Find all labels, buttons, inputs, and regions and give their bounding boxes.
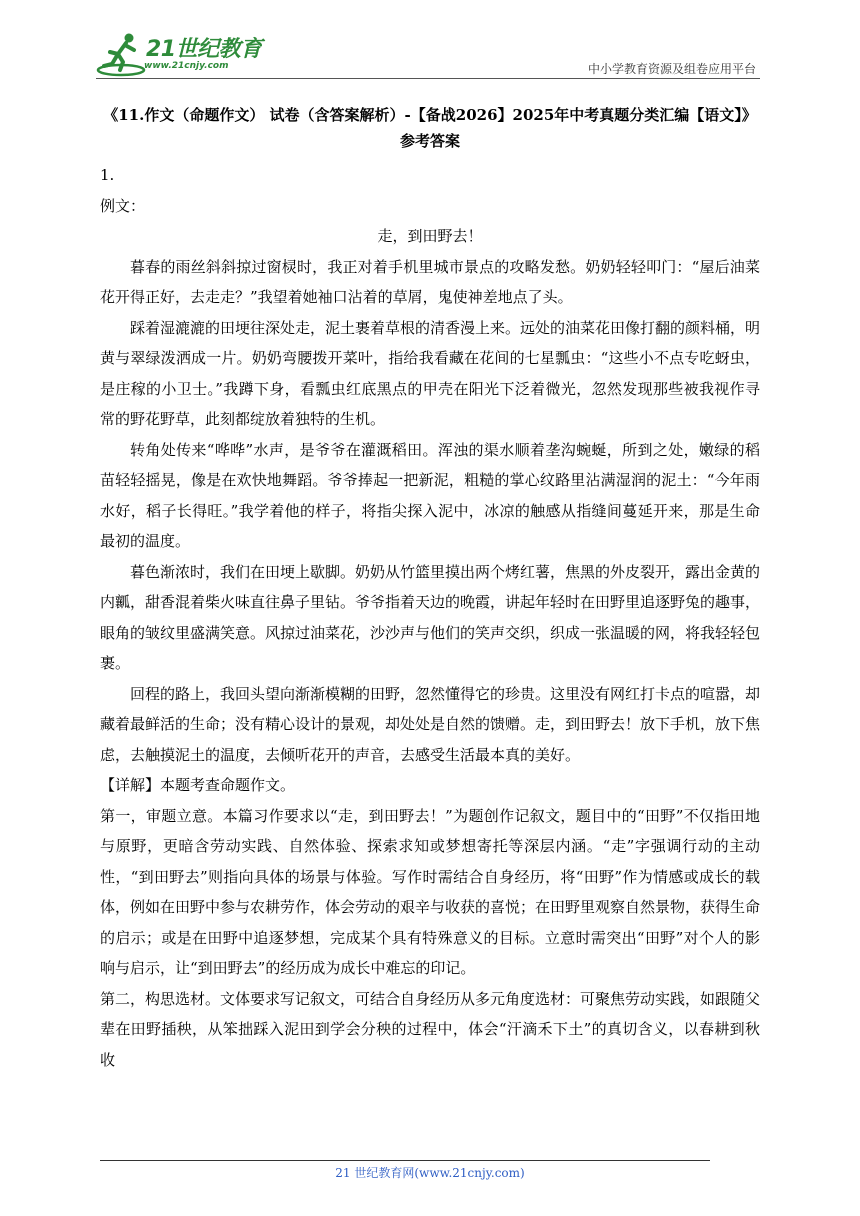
analysis-paragraph: 第二，构思选材。文体要求写记叙文，可结合自身经历从多元角度选材：可聚焦劳动实践，如跟随父辈在田野插秧，从笨拙踩入泥田到学会分秧的过程中，体会“汗滴禾下土”的真切含义，以春耕到秋收 [100,989,761,1069]
logo-url: www.21cnjy.com [144,61,229,71]
item-number: 1. [100,166,115,184]
essay-title: 走，到田野去！ [377,227,483,245]
essay-paragraph: 踩着湿漉漉的田埂往深处走，泥土裹着草根的清香漫上来。远处的油菜花田像打翻的颜料桶，明黄与翠绿泼洒成一片。奶奶弯腰拨开菜叶，指给我看藏在花间的七星瓢虫：“这些小不点专吃蚜虫，是庄稼的小卫士。”我蹲下身，看瓢虫红底黑点的甲壳在阳光下泛着微光，忽然发现那些被我视作寻常的野花野草，此刻都绽放着独特的生机。 [100,318,761,428]
header-divider [96,78,760,79]
site-logo[interactable] [96,30,266,78]
page-header [96,30,760,78]
document-body [100,102,760,1075]
logo-text: 21世纪教育 [146,37,262,62]
essay-paragraph: 回程的路上，我回头望向渐渐模糊的田野，忽然懂得它的珍贵。这里没有网红打卡点的喧嚣，却藏着最鲜活的生命；没有精心设计的景观，却处处是自然的馈赠。走，到田野去！放下手机，放下焦虑，去触摸泥土的温度，去倾听花开的声音，去感受生活最本真的美好。 [100,684,761,764]
essay-paragraph: 转角处传来“哗哗”水声，是爷爷在灌溉稻田。浑浊的渠水顺着垄沟蜿蜒，所到之处，嫩绿的稻苗轻轻摇晃，像是在欢快地舞蹈。爷爷捧起一把新泥，粗糙的掌心纹路里沾满湿润的泥土：“今年雨水好，稻子长得旺。”我学着他的样子，将指尖探入泥中，冰凉的触感从指缝间蔓延开来，那是生命最初的温度。 [100,440,760,550]
footer-divider [100,1160,710,1161]
example-label: 例文： [100,196,146,215]
runner-logo-icon [96,30,146,78]
document-title: 《11.作文（命题作文） 试卷（含答案解析）-【备战2026】2025年中考真题分类汇编【语文】》 [103,106,757,124]
platform-name: 中小学教育资源及组卷应用平台 [587,62,756,76]
essay-paragraph: 暮色渐浓时，我们在田埂上歇脚。奶奶从竹篮里摸出两个烤红薯，焦黑的外皮裂开，露出金黄的内瓤，甜香混着柴火味直往鼻子里钻。爷爷指着天边的晚霞，讲起年轻时在田野里追逐野兔的趣事，眼角的皱纹里盛满笑意。风掠过油菜花，沙沙声与他们的笑声交织，织成一张温暖的网，将我轻轻包裹。 [100,562,761,672]
document-subtitle: 参考答案 [399,132,460,150]
detail-heading: 【详解】本题考查命题作文。 [100,776,296,794]
analysis-paragraph: 第一，审题立意。本篇习作要求以“走，到田野去！”为题创作记叙文，题目中的“田野”不仅指田地与原野，更暗含劳动实践、自然体验、探索求知或梦想寄托等深层内涵。“走”字强调行动的主动性，“到田野去”则指向具体的场景与体验。写作时需结合自身经历，将“田野”作为情感或成长的载体，例如在田野中参与农耕劳作，体会劳动的艰辛与收获的喜悦；在田野里观察自然景物，获得生命的启示；或是在田野中追逐梦想，完成某个具有特殊意义的目标。立意时需突出“田野”对个人的影响与启示，让“到田野去”的经历成为成长中难忘的印记。 [100,806,761,977]
essay-paragraph: 暮春的雨丝斜斜掠过窗棂时，我正对着手机里城市景点的攻略发愁。奶奶轻轻叩门：“屋后油菜花开得正好，去走走？”我望着她袖口沾着的草屑，鬼使神差地点了头。 [100,257,760,306]
page-footer[interactable]: 21 世纪教育网(www.21cnjy.com) [335,1166,525,1180]
